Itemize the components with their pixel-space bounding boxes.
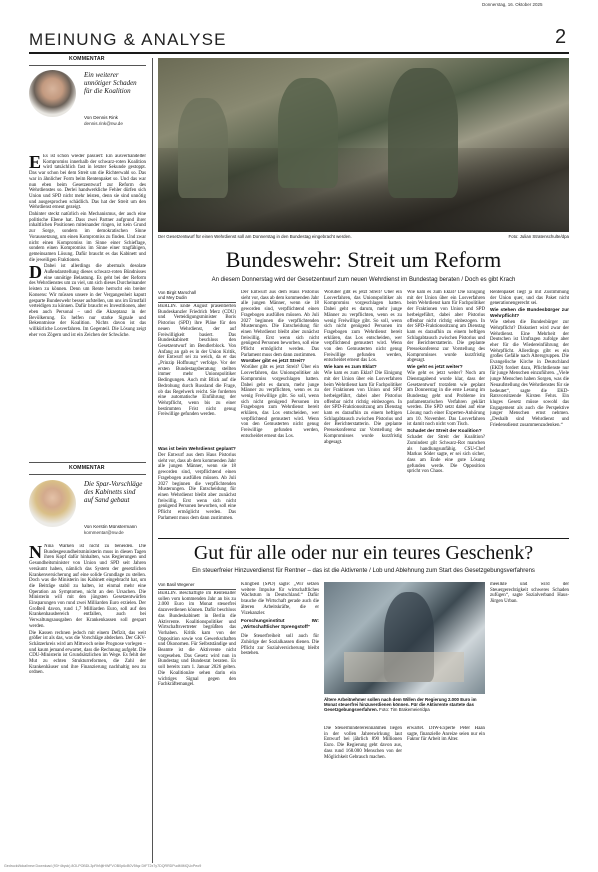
paragraph: Klingbeil (SPD) sagte: „Wir setzen weitere Impulse für wirtschaftliches Wachstum in Deutschland.“ Dafür brauche die Wirtschaft gerade auch die älteren Arbeitskräfte, die er Vizekanzler. (241, 582, 319, 616)
page-number: 2 (555, 26, 567, 48)
author-rule (158, 589, 236, 590)
article-column (490, 290, 569, 534)
paragraph: Wie kam es zum Eklat? Die Einigung mit der Union über ein Losverfahren beim Wehrdienst kam für Fachpolitiker der Fraktionen von Union und SPD herbeigeführt, dabei aber Pistorius offenbar nicht richtig einbezogen. In der SPD-Fraktionssitzung am Dienstag kam es daraufhin zu einem heftigen Schlagabtausch zwischen Pistorius und der Berichterstatterin. Die geplante Pressekonferenz zur Vorstellung des Kompromisses wurde kurzfristig abgesagt. (407, 290, 485, 364)
subhead: Worüber gibt es jetzt Streit? (241, 359, 305, 365)
article-headline: Bundeswehr: Streit um Reform (225, 247, 502, 272)
kommentar-1-paragraph: Dabei ist allerdings die abermals desolate Außendarstellung dieses schwarz-roten Bündnisses eine unnötige Belastung. Es geht bei der Reform des Wehrdienstes um zu viel, um sich dieses Durcheinander leisten zu können. Denn um Rente herrscht ein breiter Konsens: Wir müssen unsere in der Vergangenheit kaputt gesparte Bundeswehr besser aufstellen, um uns im Ernstfall verteidigen zu können. Dafür braucht es Investitionen, aber eben auch Personal – und die Akzeptanz in der Bevölkerung. Es helfen nur starke Signale und Bekenntnisse der Koalition. Nichts davon ist das willkürliche Losverfahren. Im Gegenteil. Die Lösung zeigt eher von Zögern und ist ein Zeichen der Schwäche. (29, 264, 146, 338)
author-line: und Mey Dudin (158, 295, 187, 301)
author-photo (29, 480, 76, 527)
photo-credit: Foto: Tim Brakemeier/dpa (379, 707, 430, 712)
paragraph: Der Entwurf aus dem Haus Pistorius sieht vor, dass ab dem kommenden Jahr alle jungen Männer, wenn sie 18 geworden sind, verpflichtend einen Fragebogen ausfüllen müssen. Ab Juli 2027 beginnen die verpflichtenden Musterungen. Die Entscheidung für einen Wehrdienst bleibt aber zunächst freiwillig. Erst wenn sich nicht genügend Personen beworben, soll eine Pflicht ermöglicht werden. Das Parlament muss dem dann zustimmen. (158, 453, 236, 521)
dropcap: N (29, 544, 42, 562)
article-column (324, 726, 402, 863)
subhead: Wie geht es jetzt weiter? (407, 365, 463, 371)
kommentar-label: KOMMENTAR (69, 465, 105, 471)
kommentar-2-paragraph: Nina Warken ist nicht zu beneiden. Die Bundesgesundheitsministerin muss in diesen Tagen ihren Kopf dafür hinhalten, was Regierungen und Gesundheitsminister von Union und SPD seit Jahren versäumt haben, nämlich das System der gesetzlichen Krankenversicherung auf eine solide Grundlage zu stellen. Doch was die Ministerin ins Kabinett eingebracht hat, um die Beiträge stabil zu halten, ist einmal mehr eine Operation an Symptomen, nicht an den Ursachen. Die Ministerin will mit den jüngsten Gesetzentwürfen Einsparungen von rund zwei Milliarden Euro erzielen. Der Großteil davon, rund 1,7 Milliarden Euro, soll auf den Krankenhausbereich entfallen, auch bei Verwaltungsausgaben der Krankenkassen soll gespart werden. (29, 544, 146, 629)
dropcap: E (29, 154, 42, 172)
kommentar-title: Ein weiterer unnötiger Schaden für die Koalition (84, 71, 137, 96)
paragraph: Die Steuerminderereinnahmen liegen in der vollen Jahreswirkung laut Entwurf bei jährlich 890 Millionen Euro. (324, 726, 402, 749)
subhead: Wie kam es zum Eklat? (324, 365, 377, 371)
kommentar-author: Von Kerstin Münstermann (84, 524, 137, 529)
paragraph: Die Steuerfreiheit soll auch für Zuhörige der Sozialkassen dienen. Die Pflicht zur Sozialversicherung bleibt bestehen. (241, 634, 319, 657)
article-separator (158, 538, 569, 539)
subhead: Forschungsinstitut IW: „Wirtschaftlicher Sprengstoff“ (241, 619, 319, 631)
kommentar-1-paragraph: Dahinter steckt natürlich ein Mechanismus, der auch eine politische Ebene hat. Dass zwei Partner aufgrund ihrer inhaltlichen Positionen miteinander ringen, ist kein Grund zur Sorge, sondern im demokratischen Sinne Voraussetzung, um einen Kompromiss zu finden. Und zwar nicht einen Kompromiss im Sinne einer Schieflage, sondern einen Kompromiss im Sinne einer tragfähigen, gemeinsamen Lösung. Dafür braucht es das Kabinett und die jeweiligen Fraktionen. (29, 212, 146, 263)
issue-date: Donnerstag, 16. Oktober 2025 (482, 2, 543, 7)
section-title: MEINUNG & ANALYSE (29, 30, 227, 49)
subhead: Wie stehen die Bundesbürger zur Wehrpflicht? (490, 308, 569, 320)
paragraph: erwartet. DIW-Experte Peter Haan sagte, finanzielle Anreize seien nur ein Faktor für Arbeit im Alter. (407, 726, 485, 743)
photo-caption: Der Gesetzentwurf für einen Wehrdienst soll am Donnerstag in den Bundestag eingebracht werden. (158, 234, 352, 239)
paragraph: Wie geht es jetzt weiter? Noch am Dienstagabend wurde klar, dass der Gesetzentwurf trotzdem wie geplant am Donnerstag in die erste Lesung im Bundestag geht und Probleme im parlamentarischen Verfahren geklärt werden. Die SPD setzt dabei auf eine Lösung nach einer Experten-Anhörung am 10. November. Das Losverfahren ist damit noch nicht vom Tisch. (407, 371, 485, 428)
paragraph: BERLIN. Beschäftigte im Rentenalter sollen vom kommenden Jahr an bis zu 2.000 Euro im Monat steuerfrei dazuverdienen können. Dafür beschloss das Bundeskabinett in Berlin die Aktivrente. Koalitionspolitiker und Wirtschaftsvertreter begrüßten das Vorhaben. Kritik kam von der Opposition sowie von Gewerkschaften und Ökonomen. (158, 591, 236, 648)
caption-text: Ältere Arbeitnehmer sollen nach dem Willen der Regierung 2.000 Euro im Monat steuerfrei hinzuverdienen können. Für die Aktivrente startete das Gesetzgebungsverfahren. (324, 697, 477, 712)
subhead: Was ist beim Wehrdienst geplant? (158, 447, 236, 452)
paragraph: Worüber gibt es jetzt Streit? Über ein Losverfahren, das Unionspolitiker als Kompromiss vorgeschlagen hatten. Dabei geht es darum, mehr junge Männer zu verpflichten, wenn es zu wenig Freiwillige gibt. So soll, wenn sich nicht genügend Personen im Fragebogen zum Wehrdienst bereit erklären, das Los entscheiden, wer verpflichtend gemustert wird. Wenn von den Gemusterten nicht genug Freiwillige gefunden werden, entscheidet erneut das Los. (241, 365, 319, 439)
article-column (158, 591, 236, 863)
subhead: Schadet der Streit der Koalition? (407, 429, 482, 435)
paragraph: Schadet der Streit der Koalition? Zumindest gilt Schwarz-Rot manchen als handlungsunfähig. CSU-Chef Markus Söder sagte, er sei sich sicher, dass am Ende eine gute Lösung gefunden werde. Die Opposition spricht von Chaos. (407, 435, 485, 475)
dropcap: D (29, 262, 42, 283)
article-column (407, 290, 485, 534)
article-subheadline: Ein steuerfreier Hinzuverdienst für Rentner – das ist die Aktivrente / Lob und Ablehnung zum Start des Gesetzgebungsverfahrens (192, 568, 535, 574)
kommentar-2-paragraph: Die Kassen rechnen jedoch mit einem Defizit, das weit größer ist als das, was die Vorschläge abdecken. Der GKV-Schätzerkreis wird am Mittwoch seine Prognose vorlegen – und kaum jemand erwartet, dass die Rechnung aufgeht. Die CDU-Ministerin ist Grundsätzlichen im Wege. Es fehlt der Mut zu echten Strukturreformen, die Zahl der Krankenhäuser und ihre Finanzierung nachhaltig neu zu ordnen. (29, 630, 146, 676)
photo-caption (324, 697, 485, 712)
article-column (241, 290, 319, 534)
paragraph: Der Entwurf aus dem Haus Pistorius sieht vor, dass ab dem kommenden Jahr alle jungen Männer, wenn sie 18 geworden sind, verpflichtend einen Fragebogen ausfüllen müssen. Ab Juli 2027 beginnen die verpflichtenden Musterungen. Die Entscheidung für einen Wehrdienst bleibt aber zunächst freiwillig. Erst wenn sich nicht genügend Personen beworben, soll eine Pflicht ermöglicht werden. Das Parlament muss dem dann zustimmen. (241, 290, 319, 358)
article-headline: Gut für alle oder nur ein teures Geschenk? (193, 542, 534, 564)
kommentar-title: Die Spar-Vorschläge des Kabinetts sind auf Sand gebaut (84, 480, 143, 505)
article-column: BERLIN. Ende August präsentierten Bundeskanzler Friedrich Merz (CDU) und Verteidigungsminister Boris Pistorius (SPD) ihre Pläne für den neuen Wehrdienst, der auf Freiwilligkeit basiert. Das Bundeskabinett beschloss den Gesetzentwurf im Bendlerblock. Von Anfang an gab es in der Union Kritik, der Entwurf sei zu weich, da er das „Prinzip Hoffnung“ verfolge. Vor der ersten Bundestagsberatung stellten immer mehr Unionspolitiker Bedingungen. Auch mit Blick auf die Bedrohung durch Russland die Frage, ob das Regelwerk reicht. Sie forderten eine automatische Einführung der Wehrpflicht, wenn bis zu einer bestimmten Frist nicht genug Freiwillige gefunden werden. (158, 304, 236, 418)
kommentar-divider (29, 462, 146, 463)
photo-credit: Foto: Julian Stratenschulte/dpa (508, 234, 569, 239)
aktivrente-photo (324, 582, 485, 694)
kommentar-rule (29, 474, 146, 475)
kommentar-email: dennis.rink@nw.de (84, 121, 123, 126)
column-divider (152, 58, 153, 863)
article-column (241, 582, 319, 863)
kommentar-rule (29, 65, 146, 66)
article-author: Von Basil Wegener (158, 582, 195, 587)
soldiers-photo (158, 58, 569, 232)
article-column (324, 290, 402, 534)
paragraph: „Viele junge Menschen haben Sorgen, was die Neuaufstellung des Wehrdienstes für sie bedeutet“, sagte die EKD-Ratsvorsitzende Kirsten Fehrs. Ein kluges Gesetz müsse sowohl das Engagement als auch die Perspektive junger Menschen ernst nehmen. „Deshalb sind Wehrdienst und Friedensdienst zusammenzudenken.“ (490, 371, 569, 428)
article-column (407, 726, 485, 863)
header-rule (29, 52, 569, 54)
kommentar-label: KOMMENTAR (69, 56, 105, 62)
kommentar-author: Von Dennis Rink (84, 115, 118, 120)
paragraph: Für Selbstständige und Beamte ist die Aktivrente nicht vorgesehen. Das Gesetz wird nun in Bundestag und Bundesrat beraten. Es soll bereits zum 1. Januar 2026 gelten. Die Koalitionäre sehen darin ein wichtiges Signal gegen den Fachkräftemangel. (158, 642, 236, 688)
kommentar-email: kommentar@nw.de (84, 530, 124, 535)
article-column (490, 582, 569, 863)
article-subheadline: An diesem Donnerstag wird der Gesetzentwurf zum neuen Wehrdienst im Bundestag beraten / Doch es gibt Krach (211, 277, 516, 283)
print-footer: Gedruckt/lokal/new Download (93+4byck) 8OLPOBDL3pRhNjtHWFVOB0p6cB0V5fqz DtFT2x7y7DQRRDPudMIMQUxPeo9 (4, 864, 202, 868)
article-author (158, 290, 236, 301)
paragraph: meeilkte und wird der Steuergerechtigkeit schweres Schaden zufügen“, sagte Sozialverband Haus-Jürgen Urban. (490, 582, 569, 605)
paragraph: Wie stehen die Bundesbürger zur Wehrpflicht? Diskutiert wird zwar der Wehrdienst. Eine Mehrheit der Deutschen ist Umfragen zufolge aber eher für die Wiedereinführung der Wehrpflicht. Allerdings gibt es ein großes Gefälle nach Altersgruppen. Die Evangelische Kirche in Deutschland (EKD) fordert dazu, Pflichtdienste nur für junge Menschen einzuführen. (490, 320, 569, 377)
author-line: Von Birgit Marschall (158, 290, 196, 295)
paragraph: Worüber gibt es jetzt Streit? Über ein Losverfahren, das Unionspolitiker als Kompromiss vorgeschlagen hatten. Dabei geht es darum, mehr junge Männer zu verpflichten, wenn es zu wenig Freiwillige gibt. So soll, wenn sich nicht genügend Personen im Fragebogen zum Wehrdienst bereit erklären, das Los entscheiden, wer verpflichtend gemustert wird. Wenn von den Gemusterten nicht genug Freiwillige gefunden werden, entscheidet erneut das Los. (324, 290, 402, 364)
kommentar-1-paragraph: Es ist schon wieder passiert: Ein ausverhandelter Kompromiss innerhalb der schwarz-roten Koalition wird tatsächlich fast in letzter Sekunde gestoppt. Das war schon bei dem Streit um die Richterwahl so. Das war in ähnlicher Form beim Rentenpaket so. Und das war nun eben beim Gesetzentwurf zur Reform des Wehrdienstes so. Derlei handwerkliche Fehler dürfen sich Union und SPD nicht mehr leisten, denn sie sind unnötig und ausgesprochen schädlich. Das hat der Streit um den Wehrdienst erneut gezeigt. (29, 154, 146, 211)
article-column (158, 446, 236, 534)
paragraph: Wie kam es zum Eklat? Die Einigung mit der Union über ein Losverfahren beim Wehrdienst kam für Fachpolitiker der Fraktionen von Union und SPD herbeigeführt, dabei aber Pistorius offenbar nicht richtig einbezogen. In der SPD-Fraktionssitzung am Dienstag kam es daraufhin zu einem heftigen Schlagabtausch zwischen Pistorius und der Berichterstatterin. Die geplante Pressekonferenz zur Vorstellung des Kompromisses wurde kurzfristig abgesagt. (324, 371, 402, 445)
kommentar-1-body (29, 154, 146, 454)
kommentar-2-body (29, 544, 146, 862)
paragraph: Die Regierung geht davon aus, dass rund 168.000 Menschen von der Möglichkeit Gebrauch machen. (324, 743, 402, 760)
author-rule (158, 302, 236, 303)
author-photo (29, 70, 76, 117)
paragraph: Rentenpaket liegt ja mit Zustimmung der Union quer, und das Paket nicht generationengerecht sei. (490, 290, 569, 307)
